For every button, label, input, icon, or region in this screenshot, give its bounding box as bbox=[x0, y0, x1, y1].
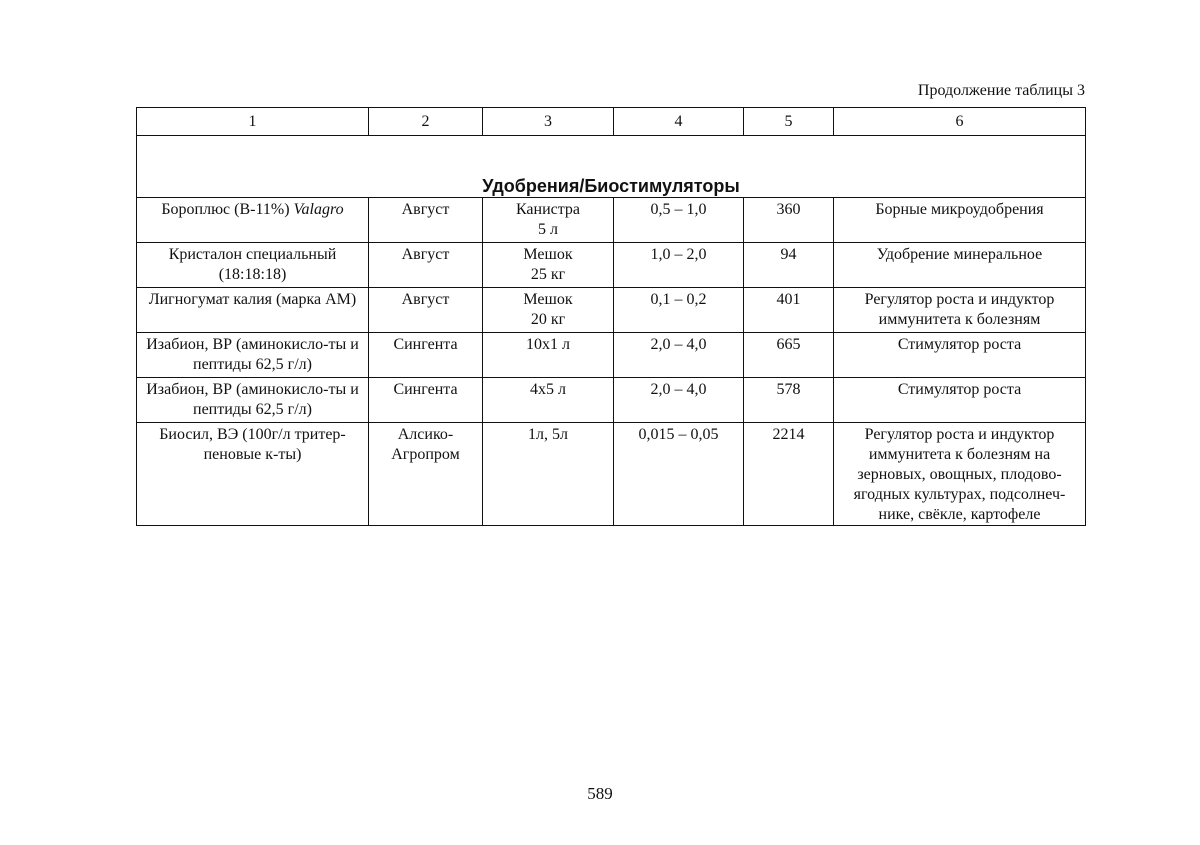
table-caption: Продолжение таблицы 3 bbox=[917, 82, 1085, 99]
brand-name: Valagro bbox=[293, 201, 344, 218]
maker: Август bbox=[401, 201, 450, 218]
rate-cell: 0,5 – 1,0 bbox=[614, 198, 744, 243]
table-row bbox=[137, 288, 1086, 333]
pack-line: 25 кг bbox=[530, 266, 566, 283]
note-cell bbox=[834, 423, 1086, 526]
pack-line: 20 кг bbox=[530, 311, 566, 328]
price-cell: 94 bbox=[744, 243, 834, 288]
note-cell bbox=[834, 288, 1086, 333]
maker: Сингента bbox=[393, 336, 458, 353]
note: Регулятор роста и индуктор иммунитета к болезням на зерновых, овощных, плодово-ягодных культурах, подсолнеч-нике, свёкле, картофеле bbox=[853, 426, 1066, 523]
price-cell: 2214 bbox=[744, 423, 834, 526]
note: Регулятор роста и индуктор иммунитета к болезням bbox=[864, 291, 1055, 328]
column-header: 2 bbox=[369, 108, 483, 136]
maker-cell bbox=[369, 378, 483, 423]
pack-cell bbox=[483, 198, 614, 243]
section-title: Удобрения/Биостимуляторы bbox=[137, 136, 1086, 198]
pack-cell bbox=[483, 243, 614, 288]
product-name-cell: Лигногумат калия (марка АМ) bbox=[137, 288, 369, 333]
note: Удобрение минеральное bbox=[876, 246, 1043, 263]
table-row bbox=[137, 333, 1086, 378]
column-number-row bbox=[137, 108, 1086, 136]
product-name-cell bbox=[137, 198, 369, 243]
rate-cell: 1,0 – 2,0 bbox=[614, 243, 744, 288]
rate-cell: 0,1 – 0,2 bbox=[614, 288, 744, 333]
price-cell: 578 bbox=[744, 378, 834, 423]
maker: Алсико- bbox=[397, 426, 454, 443]
maker-cell bbox=[369, 198, 483, 243]
column-header: 1 bbox=[137, 108, 369, 136]
price-cell: 401 bbox=[744, 288, 834, 333]
pack-cell bbox=[483, 288, 614, 333]
column-header: 3 bbox=[483, 108, 614, 136]
note-cell bbox=[834, 333, 1086, 378]
maker: Сингента bbox=[393, 381, 458, 398]
maker: Агропром bbox=[391, 446, 460, 463]
note: Стимулятор роста bbox=[897, 381, 1022, 398]
maker: Август bbox=[401, 246, 450, 263]
price-cell: 360 bbox=[744, 198, 834, 243]
pack-line: Мешок bbox=[523, 246, 573, 263]
note: Стимулятор роста bbox=[897, 336, 1022, 353]
column-header: 5 bbox=[744, 108, 834, 136]
maker-cell bbox=[369, 423, 483, 526]
section-row bbox=[137, 136, 1086, 198]
maker-cell bbox=[369, 333, 483, 378]
page-number: 589 bbox=[587, 784, 613, 803]
price-cell: 665 bbox=[744, 333, 834, 378]
table-row bbox=[137, 378, 1086, 423]
table-row bbox=[137, 243, 1086, 288]
maker-cell bbox=[369, 288, 483, 333]
column-header: 4 bbox=[614, 108, 744, 136]
pack-cell bbox=[483, 378, 614, 423]
note-cell bbox=[834, 198, 1086, 243]
product-name-cell: Биосил, ВЭ (100г/л тритер-пеновые к-ты) bbox=[137, 423, 369, 526]
pack-cell bbox=[483, 333, 614, 378]
product-name-cell: Изабион, ВР (аминокисло-ты и пептиды 62,5 г/л) bbox=[137, 333, 369, 378]
rate-cell: 2,0 – 4,0 bbox=[614, 378, 744, 423]
rate-cell: 0,015 – 0,05 bbox=[614, 423, 744, 526]
pack-line: 10х1 л bbox=[526, 336, 570, 353]
maker: Август bbox=[401, 291, 450, 308]
table-row bbox=[137, 198, 1086, 243]
column-header: 6 bbox=[834, 108, 1086, 136]
product-name: Бороплюс (В-11%) bbox=[161, 201, 294, 218]
table-row bbox=[137, 423, 1086, 526]
note-cell bbox=[834, 378, 1086, 423]
note-cell bbox=[834, 243, 1086, 288]
pack-line: 1л, 5л bbox=[528, 426, 568, 443]
pack-line: Канистра bbox=[515, 201, 581, 218]
product-name-cell: Изабион, ВР (аминокисло-ты и пептиды 62,5 г/л) bbox=[137, 378, 369, 423]
maker-cell bbox=[369, 243, 483, 288]
product-name-cell: Кристалон специальный (18:18:18) bbox=[137, 243, 369, 288]
pack-line: Мешок bbox=[523, 291, 573, 308]
pack-line: 4х5 л bbox=[530, 381, 566, 398]
pack-line: 5 л bbox=[538, 221, 558, 238]
data-table bbox=[136, 107, 1086, 526]
note: Борные микроудобрения bbox=[875, 201, 1044, 218]
rate-cell: 2,0 – 4,0 bbox=[614, 333, 744, 378]
pack-cell bbox=[483, 423, 614, 526]
